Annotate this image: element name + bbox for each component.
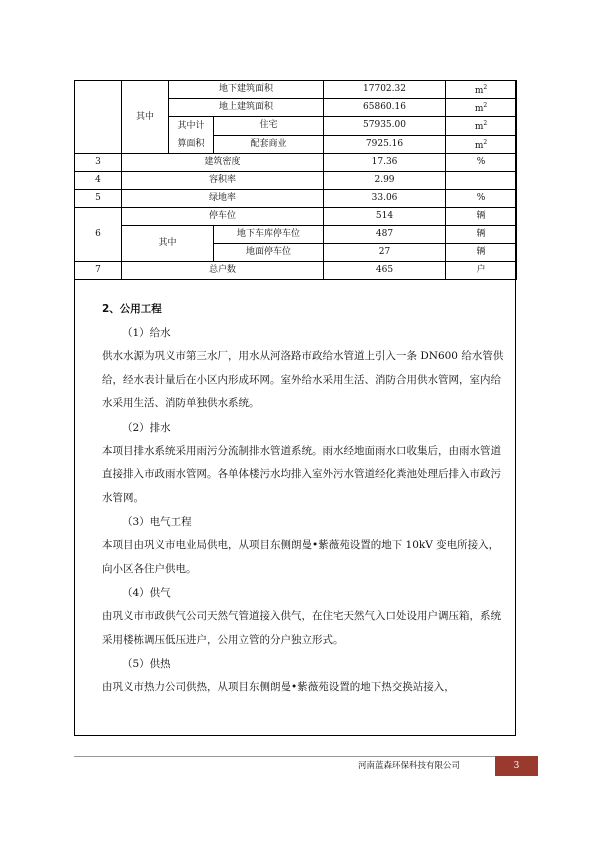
data-table [74,80,517,280]
subsection-title: （3）电气工程 [122,516,192,528]
page-number: 3 [495,756,538,776]
paragraph: 本项目由巩义市电业局供电，从项目东侧朗曼•紫薇苑设置的地下 10kV 变电所接入，向小区各住户供电。 [102,539,500,575]
paragraph: 供水水源为巩义市第三水厂，用水从河洛路市政给水管道上引入一条 DN600 给水管供给，经水表计量后在小区内形成环网。室外给水采用生活、消防合用供水管网，室内给水采用生活、消防单独供水系统。 [102,350,504,409]
public-works-section [74,293,516,700]
value-cell: 17702.32 [324,81,446,99]
paragraph: 本项目排水系统采用雨污分流制排水管道系统。雨水经地面雨水口收集后，由雨水管道直接排入市政雨水管网。各单体楼污水均排入室外污水管道经化粪池处理后排入市政污水管网。 [102,444,501,504]
unit-cell: $m^2$ [446,81,517,99]
row-label-cell: 地下建筑面积 [169,81,324,99]
subsection-title: （4）供气 [122,587,171,599]
table-row [75,190,517,208]
row-label-cell: 配套商业 [214,135,324,154]
section-heading: 2、公用工程 [102,303,162,315]
unit-cell: 户 [446,262,517,280]
value-cell: 2.99 [324,172,446,190]
group-label-cell: 其中 [122,226,214,262]
row-label-cell: 建筑密度 [122,154,324,172]
sub-group-cell [169,117,214,154]
unit-cell: 辆 [446,226,517,244]
unit-cell: $m^2$ [446,99,517,117]
paragraph: 由巩义市热力公司供热，从项目东侧朗曼•紫薇苑设置的地下热交换站接入， [102,681,455,693]
value-cell: 27 [324,244,446,262]
unit-cell: % [446,190,517,208]
value-cell: 487 [324,226,446,244]
group-label-cell: 其中 [122,81,169,154]
value-cell: 57935.00 [324,117,446,136]
unit-cell: % [446,154,517,172]
unit-cell: $m^2$ [446,117,517,136]
row-label-cell: 容积率 [122,172,324,190]
value-cell: 65860.16 [324,99,446,117]
row-label-cell: 绿地率 [122,190,324,208]
sub-group-line-1: 其中计 [177,121,205,131]
row-label-cell: 住宅 [214,117,324,136]
row-label-cell: 停车位 [122,208,324,226]
sub-group-line-2: 算面积 [177,139,205,149]
row-label-cell: 总户数 [122,262,324,280]
row-number-cell: 5 [75,190,122,208]
value-cell: 33.06 [324,190,446,208]
value-cell: 514 [324,208,446,226]
table-cell [75,81,122,154]
table-row [75,262,517,280]
value-cell: 7925.16 [324,135,446,154]
footer-divider [74,756,514,757]
table-row [75,154,517,172]
footer-company: 河南蓝森环保科技有限公司 [358,761,461,771]
row-label-cell: 地面停车位 [214,244,324,262]
table-row [75,208,517,226]
value-cell: 465 [324,262,446,280]
row-label-cell: 地下车库停车位 [214,226,324,244]
unit-cell: 辆 [446,244,517,262]
table-row [75,81,517,99]
subsection-title: （2）排水 [122,421,171,434]
value-cell: 17.36 [324,154,446,172]
table-row [75,172,517,190]
row-label-cell: 地上建筑面积 [169,99,324,117]
unit-cell [446,172,517,190]
row-number-cell: 6 [75,208,122,262]
table-row [75,226,517,244]
paragraph: 由巩义市市政供气公司天然气管道接入供气，在住宅天然气入口处设用户调压箱，系统采用楼栋调压低压进户，公用立管的分户独立形式。 [102,610,501,646]
row-number-cell: 4 [75,172,122,190]
unit-cell: 辆 [446,208,517,226]
row-number-cell: 3 [75,154,122,172]
unit-cell: $m^2$ [446,135,517,154]
subsection-title: （5）供热 [122,658,171,670]
subsection-title: （1）给水 [122,327,171,339]
row-number-cell: 7 [75,262,122,280]
